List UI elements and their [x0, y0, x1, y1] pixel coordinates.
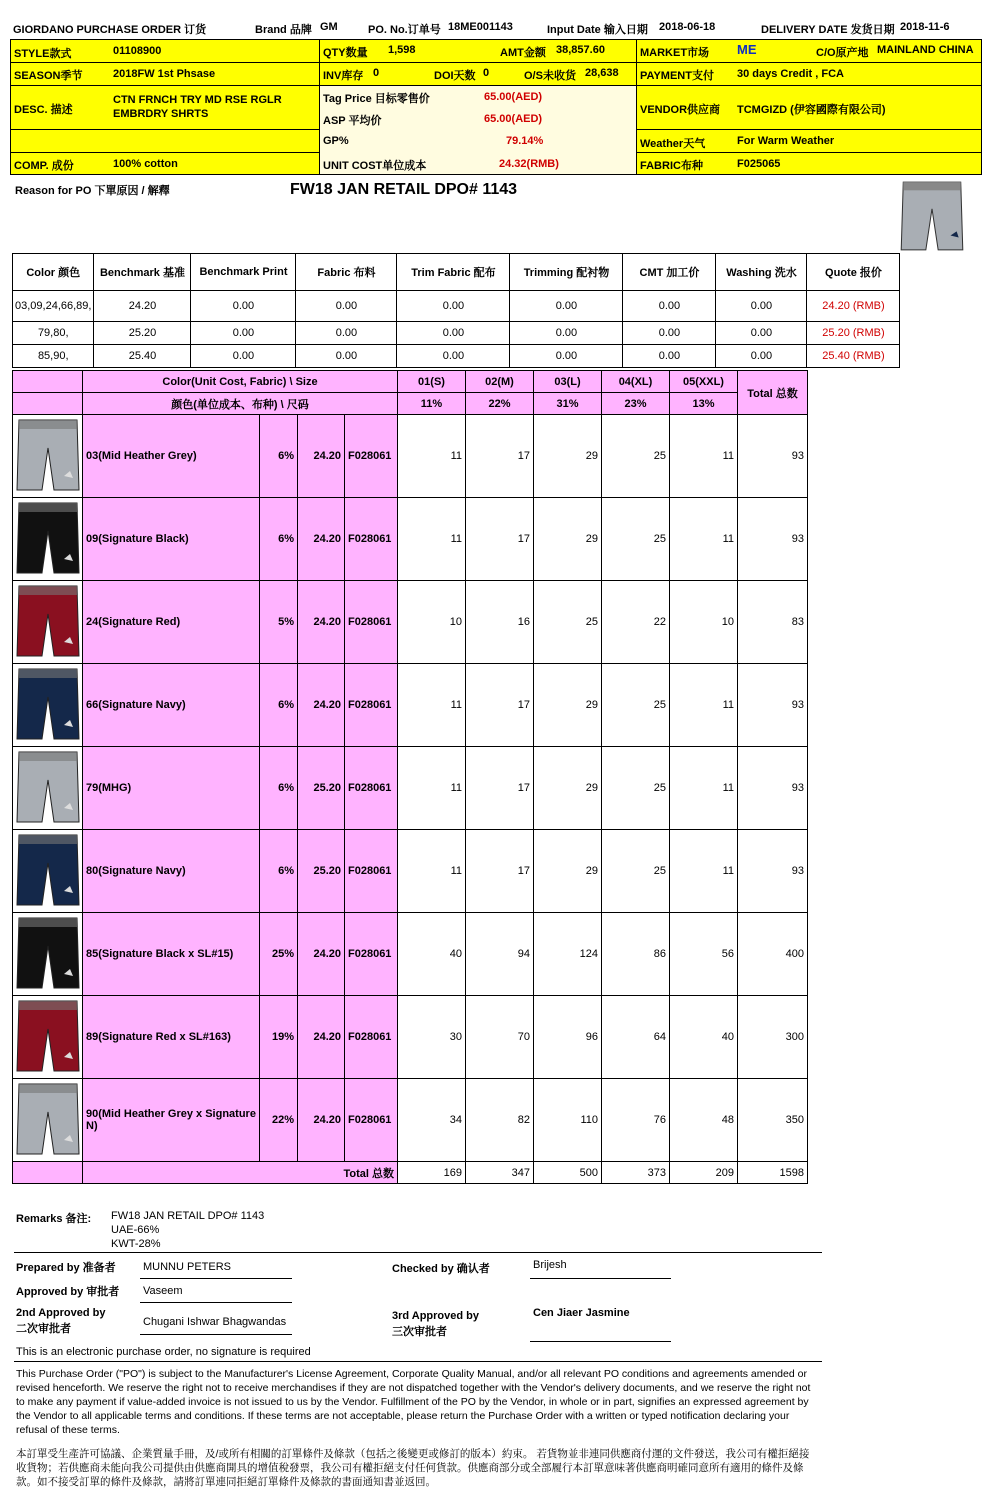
size-qty-cell: 96 — [534, 996, 602, 1079]
approved-label: Approved by 审批者 — [16, 1286, 120, 1298]
remarks-line: UAE-66% — [111, 1224, 160, 1236]
product-swatch-image — [16, 1082, 80, 1158]
bench-cell: 0.00 — [397, 322, 510, 345]
vendor-label: VENDOR供应商 — [640, 104, 721, 116]
size-ratio: 13% — [670, 393, 738, 415]
fabric-label: FABRIC布种 — [640, 160, 703, 172]
fabric-code-cell: F028061 — [345, 747, 398, 830]
unit-cost-cell: 24.20 — [298, 581, 345, 664]
comp-label: COMP. 成份 — [14, 160, 74, 172]
size-ratio: 11% — [398, 393, 466, 415]
unit-cost-cell: 24.20 — [298, 498, 345, 581]
benchmark-row — [13, 345, 900, 368]
qty-value: 1,598 — [388, 44, 416, 56]
fabric-value: F025065 — [737, 158, 781, 170]
color-name-cell: 24(Signature Red) — [83, 581, 260, 664]
second-approved-name: Chugani Ishwar Bhagwandas — [143, 1316, 287, 1328]
os-label: O/S未收货 — [524, 70, 576, 82]
size-header: 01(S) — [398, 371, 466, 393]
bench-quote-cell: 25.20 (RMB) — [807, 322, 900, 345]
size-qty-cell: 25 — [602, 830, 670, 913]
color-row — [13, 581, 808, 664]
bench-header-trim-fabric: Trim Fabric 配布 — [397, 254, 510, 291]
size-total-cell: 373 — [602, 1162, 670, 1184]
weather-value: For Warm Weather — [737, 135, 835, 147]
size-total-cell: 500 — [534, 1162, 602, 1184]
row-total-cell: 93 — [738, 415, 808, 498]
color-name-cell: 09(Signature Black) — [83, 498, 260, 581]
size-header: 04(XL) — [602, 371, 670, 393]
grid-total-row — [13, 1162, 808, 1184]
color-name-cell: 66(Signature Navy) — [83, 664, 260, 747]
size-qty-cell: 29 — [534, 747, 602, 830]
color-name-cell: 79(MHG) — [83, 747, 260, 830]
color-row — [13, 747, 808, 830]
size-header: 05(XXL) — [670, 371, 738, 393]
size-qty-cell: 82 — [466, 1079, 534, 1162]
unit-cost-cell: 25.20 — [298, 747, 345, 830]
color-row — [13, 498, 808, 581]
market-label: MARKET市场 — [640, 47, 710, 59]
color-row — [13, 664, 808, 747]
style-label: STYLE款式 — [14, 48, 72, 60]
bench-cell: 0.00 — [510, 291, 623, 322]
swatch-cell — [13, 1079, 83, 1162]
bench-cell: 0.00 — [510, 322, 623, 345]
size-qty-cell: 29 — [534, 415, 602, 498]
size-qty-cell: 76 — [602, 1079, 670, 1162]
bench-cell: 03,09,24,66,89, — [13, 291, 94, 322]
co-label: C/O原产地 — [816, 47, 869, 59]
second-approved-label: 2nd Approved by — [16, 1307, 106, 1319]
color-name-cell: 80(Signature Navy) — [83, 830, 260, 913]
bench-cell: 25.40 — [94, 345, 191, 368]
size-header: 02(M) — [466, 371, 534, 393]
size-qty-cell: 25 — [534, 581, 602, 664]
grid-header-row — [13, 371, 808, 393]
size-qty-cell: 25 — [602, 498, 670, 581]
season-value: 2018FW 1st Phsase — [113, 68, 216, 80]
bench-cell: 0.00 — [716, 322, 807, 345]
size-total-cell: 347 — [466, 1162, 534, 1184]
size-qty-cell: 11 — [398, 498, 466, 581]
bench-cell: 24.20 — [94, 291, 191, 322]
bench-cell: 25.20 — [94, 322, 191, 345]
size-qty-cell: 11 — [670, 830, 738, 913]
doi-value: 0 — [483, 67, 490, 79]
row-total-cell: 400 — [738, 913, 808, 996]
checked-name: Brijesh — [533, 1259, 567, 1271]
color-percent-cell: 5% — [260, 581, 298, 664]
bench-cell: 85,90, — [13, 345, 94, 368]
inv-value: 0 — [373, 67, 380, 79]
input-date: 2018-06-18 — [659, 21, 716, 33]
row-total-cell: 93 — [738, 830, 808, 913]
color-percent-cell: 6% — [260, 415, 298, 498]
vendor-value: TCMGIZD (伊容國際有限公司) — [737, 104, 886, 116]
bench-cell: 0.00 — [716, 345, 807, 368]
size-qty-cell: 17 — [466, 664, 534, 747]
bench-cell: 0.00 — [191, 322, 296, 345]
swatch-cell — [13, 996, 83, 1079]
comp-value: 100% cotton — [113, 158, 178, 170]
os-value: 28,638 — [585, 67, 619, 79]
grid-ratio-row — [13, 393, 808, 415]
size-qty-cell: 110 — [534, 1079, 602, 1162]
color-row — [13, 913, 808, 996]
doi-label: DOI天数 — [434, 70, 476, 82]
grid-header-color-size-zh: 颜色(单位成本、布种) \ 尺码 — [83, 393, 398, 415]
bench-cell: 0.00 — [397, 345, 510, 368]
size-qty-cell: 34 — [398, 1079, 466, 1162]
grid-corner — [13, 371, 83, 393]
size-qty-cell: 40 — [670, 996, 738, 1079]
size-qty-cell: 29 — [534, 664, 602, 747]
size-qty-cell: 11 — [398, 664, 466, 747]
inv-label: INV库存 — [323, 70, 364, 82]
size-ratio: 22% — [466, 393, 534, 415]
brand-label: Brand 品牌 — [255, 24, 312, 36]
color-name-cell: 89(Signature Red x SL#163) — [83, 996, 260, 1079]
unit-cost-cell: 24.20 — [298, 415, 345, 498]
benchmark-table — [12, 253, 900, 368]
size-qty-cell: 11 — [670, 664, 738, 747]
co-value: MAINLAND CHINA — [877, 44, 974, 56]
style-value: 01108900 — [113, 45, 162, 57]
grand-total-cell: 1598 — [738, 1162, 808, 1184]
po-number: 18ME001143 — [448, 21, 513, 33]
color-name-cell: 03(Mid Heather Grey) — [83, 415, 260, 498]
bench-cell: 0.00 — [716, 291, 807, 322]
bench-quote-cell: 24.20 (RMB) — [807, 291, 900, 322]
bench-cell: 79,80, — [13, 322, 94, 345]
swatch-cell — [13, 913, 83, 996]
size-qty-cell: 11 — [670, 498, 738, 581]
electronic-note: This is an electronic purchase order, no signature is required — [16, 1346, 311, 1358]
remarks-line: FW18 JAN RETAIL DPO# 1143 — [111, 1210, 265, 1222]
size-qty-cell: 10 — [398, 581, 466, 664]
desc-line1: CTN FRNCH TRY MD RSE RGLR — [113, 94, 282, 106]
product-swatch-image — [16, 584, 80, 660]
po-label: PO. No.订单号 — [368, 24, 441, 36]
size-qty-cell: 94 — [466, 913, 534, 996]
size-qty-cell: 22 — [602, 581, 670, 664]
bench-cell: 0.00 — [191, 345, 296, 368]
swatch-cell — [13, 830, 83, 913]
size-qty-cell: 16 — [466, 581, 534, 664]
bench-cell: 0.00 — [296, 291, 397, 322]
bench-cell: 0.00 — [296, 345, 397, 368]
payment-label: PAYMENT支付 — [640, 70, 714, 82]
checked-label: Checked by 确认者 — [392, 1263, 490, 1275]
swatch-cell — [13, 581, 83, 664]
fabric-code-cell: F028061 — [345, 913, 398, 996]
bench-header-washing: Washing 洗水 — [716, 254, 807, 291]
color-row — [13, 415, 808, 498]
fabric-code-cell: F028061 — [345, 996, 398, 1079]
size-qty-cell: 86 — [602, 913, 670, 996]
bench-header-benchmark-print: Benchmark Print — [191, 254, 296, 291]
size-qty-cell: 25 — [602, 747, 670, 830]
fabric-code-cell: F028061 — [345, 664, 398, 747]
color-percent-cell: 6% — [260, 664, 298, 747]
qty-label: QTY数量 — [323, 47, 368, 59]
size-ratio: 31% — [534, 393, 602, 415]
row-total-cell: 350 — [738, 1079, 808, 1162]
size-qty-cell: 17 — [466, 415, 534, 498]
size-qty-cell: 10 — [670, 581, 738, 664]
benchmark-row — [13, 322, 900, 345]
bench-cell: 0.00 — [623, 345, 716, 368]
color-row — [13, 1079, 808, 1162]
fabric-code-cell: F028061 — [345, 1079, 398, 1162]
product-swatch-image — [16, 418, 80, 494]
asp-label: ASP 平均价 — [323, 115, 382, 127]
bench-header-cmt: CMT 加工价 — [623, 254, 716, 291]
prepared-name: MUNNU PETERS — [143, 1261, 232, 1273]
brand-value: GM — [320, 21, 338, 33]
color-percent-cell: 6% — [260, 498, 298, 581]
size-qty-cell: 11 — [398, 415, 466, 498]
unit-cost-value: 24.32(RMB) — [499, 158, 559, 170]
size-ratio: 23% — [602, 393, 670, 415]
product-swatch-image — [16, 999, 80, 1075]
bench-cell: 0.00 — [623, 291, 716, 322]
unit-cost-cell: 24.20 — [298, 664, 345, 747]
amt-label: AMT金额 — [500, 47, 546, 59]
bench-header-fabric: Fabric 布料 — [296, 254, 397, 291]
size-qty-cell: 40 — [398, 913, 466, 996]
weather-label: Weather天气 — [640, 138, 706, 150]
bench-header-color: Color 颜色 — [13, 254, 94, 291]
input-date-label: Input Date 输入日期 — [547, 24, 648, 36]
tag-price-value: 65.00(AED) — [484, 91, 543, 103]
row-total-cell: 83 — [738, 581, 808, 664]
unit-cost-cell: 24.20 — [298, 1079, 345, 1162]
size-qty-cell: 64 — [602, 996, 670, 1079]
size-qty-cell: 29 — [534, 830, 602, 913]
product-swatch-image — [16, 750, 80, 826]
size-qty-cell: 11 — [670, 415, 738, 498]
gp-value: 79.14% — [506, 135, 544, 147]
reason-label: Reason for PO 下單原因 / 解釋 — [15, 185, 170, 197]
color-percent-cell: 19% — [260, 996, 298, 1079]
bench-cell: 0.00 — [397, 291, 510, 322]
grid-header-color-size: Color(Unit Cost, Fabric) \ Size — [83, 371, 398, 393]
product-swatch-image — [16, 833, 80, 909]
color-row — [13, 830, 808, 913]
bench-header-trimming: Trimming 配衬物 — [510, 254, 623, 291]
size-total-cell: 169 — [398, 1162, 466, 1184]
fabric-code-cell: F028061 — [345, 498, 398, 581]
bench-cell: 0.00 — [191, 291, 296, 322]
swatch-cell — [13, 664, 83, 747]
desc-line2: EMBRDRY SHRTS — [113, 108, 209, 120]
third-approved-name: Cen Jiaer Jasmine — [533, 1307, 630, 1319]
unit-cost-cell: 24.20 — [298, 996, 345, 1079]
unit-cost-label: UNIT COST单位成本 — [323, 160, 427, 172]
size-qty-cell: 56 — [670, 913, 738, 996]
product-thumbnail — [896, 178, 968, 256]
size-qty-cell: 70 — [466, 996, 534, 1079]
legal-text-en: This Purchase Order ("PO") is subject to the Manufacturer's License Agreement, Corporate Quality Manual, and/or all relevant PO conditions and agreements amended or revised henceforth. We reserve the right not to receive merchandises if they are not dispatched together with the Vendor's delivery documents, and we reserve the right not to make any payment if value-added invoice is not issued to us by the Vendor. Fulfillment of the PO by the Vendor, in whole or in part, signifies an expressed agreement by the Vendor to all applicable terms and conditions. If these terms are not acceptable, please return the Purchase Order with a written or typed notification declaring your refusal of these terms. — [16, 1368, 811, 1436]
benchmark-row — [13, 291, 900, 322]
gp-label: GP% — [323, 135, 349, 147]
color-percent-cell: 22% — [260, 1079, 298, 1162]
size-qty-cell: 17 — [466, 498, 534, 581]
second-approved-label-zh: 二次审批者 — [16, 1323, 71, 1335]
prepared-label: Prepared by 准备者 — [16, 1262, 116, 1274]
product-swatch-image — [16, 667, 80, 743]
color-name-cell: 85(Signature Black x SL#15) — [83, 913, 260, 996]
fabric-code-cell: F028061 — [345, 830, 398, 913]
color-percent-cell: 6% — [260, 830, 298, 913]
swatch-cell — [13, 415, 83, 498]
size-qty-cell: 11 — [398, 830, 466, 913]
row-total-cell: 93 — [738, 498, 808, 581]
bench-cell: 0.00 — [623, 322, 716, 345]
desc-label: DESC. 描述 — [14, 104, 73, 116]
row-total-cell: 93 — [738, 664, 808, 747]
legal-text-zh: 本訂單受生產許可協議、企業質量手冊，及/或所有相關的訂單條件及條款（包括之後變更或修訂的版本）約束。 若貨物並非連同供應商付運的文件發送，我公司有權拒絕接收貨物；若供應商未能向我公司提供由供應商開具的增值稅發票，我公司有權拒絕支付任何貨款。供應商部分或全部履行本訂單意味著供應商明確同意所有適用的條件及條款。如不接受訂單的條件及條款，請將訂單連同拒絕訂單條件及條款的書面通知書並返回。 — [16, 1448, 810, 1488]
row-total-cell: 93 — [738, 747, 808, 830]
color-name-cell: 90(Mid Heather Grey x Signature N) — [83, 1079, 260, 1162]
product-swatch-image — [16, 501, 80, 577]
bench-header-quote: Quote 报价 — [807, 254, 900, 291]
grid-corner — [13, 1162, 83, 1184]
size-qty-cell: 30 — [398, 996, 466, 1079]
swatch-cell — [13, 747, 83, 830]
info-block — [10, 39, 982, 175]
third-approved-label: 3rd Approved by — [392, 1310, 479, 1322]
unit-cost-cell: 25.20 — [298, 830, 345, 913]
asp-value: 65.00(AED) — [484, 113, 543, 125]
benchmark-header-row — [13, 254, 900, 291]
grand-total-label: Total 总数 — [83, 1162, 398, 1184]
tag-price-label: Tag Price 目标零售价 — [323, 93, 430, 105]
company-title: GIORDANO PURCHASE ORDER 订货 — [13, 24, 207, 36]
color-percent-cell: 25% — [260, 913, 298, 996]
size-qty-cell: 124 — [534, 913, 602, 996]
bench-header-benchmark: Benchmark 基准 — [94, 254, 191, 291]
market-value: ME — [737, 42, 757, 57]
total-header: Total 总数 — [738, 371, 808, 415]
size-qty-cell: 29 — [534, 498, 602, 581]
remarks-label: Remarks 备注: — [16, 1213, 92, 1225]
size-qty-cell: 25 — [602, 415, 670, 498]
size-total-cell: 209 — [670, 1162, 738, 1184]
fabric-code-cell: F028061 — [345, 581, 398, 664]
swatch-cell — [13, 498, 83, 581]
bench-cell: 0.00 — [296, 322, 397, 345]
size-qty-cell: 25 — [602, 664, 670, 747]
product-swatch-image — [16, 916, 80, 992]
bench-cell: 0.00 — [510, 345, 623, 368]
size-header: 03(L) — [534, 371, 602, 393]
row-total-cell: 300 — [738, 996, 808, 1079]
delivery-date-label: DELIVERY DATE 发货日期 — [761, 24, 895, 36]
approved-name: Vaseem — [143, 1285, 183, 1297]
size-qty-cell: 11 — [398, 747, 466, 830]
color-percent-cell: 6% — [260, 747, 298, 830]
delivery-date: 2018-11-6 — [900, 21, 950, 33]
bench-quote-cell: 25.40 (RMB) — [807, 345, 900, 368]
size-qty-cell: 17 — [466, 747, 534, 830]
amt-value: 38,857.60 — [556, 44, 605, 56]
size-qty-cell: 11 — [670, 747, 738, 830]
size-qty-cell: 48 — [670, 1079, 738, 1162]
payment-value: 30 days Credit , FCA — [737, 68, 844, 80]
size-breakdown-table — [12, 370, 808, 1184]
remarks-line: KWT-28% — [111, 1238, 161, 1250]
color-row — [13, 996, 808, 1079]
fabric-code-cell: F028061 — [345, 415, 398, 498]
season-label: SEASON季节 — [14, 70, 83, 82]
size-qty-cell: 17 — [466, 830, 534, 913]
unit-cost-cell: 24.20 — [298, 913, 345, 996]
grid-corner — [13, 393, 83, 415]
third-approved-label-zh: 三次审批者 — [392, 1326, 447, 1338]
po-title: FW18 JAN RETAIL DPO# 1143 — [290, 181, 518, 198]
